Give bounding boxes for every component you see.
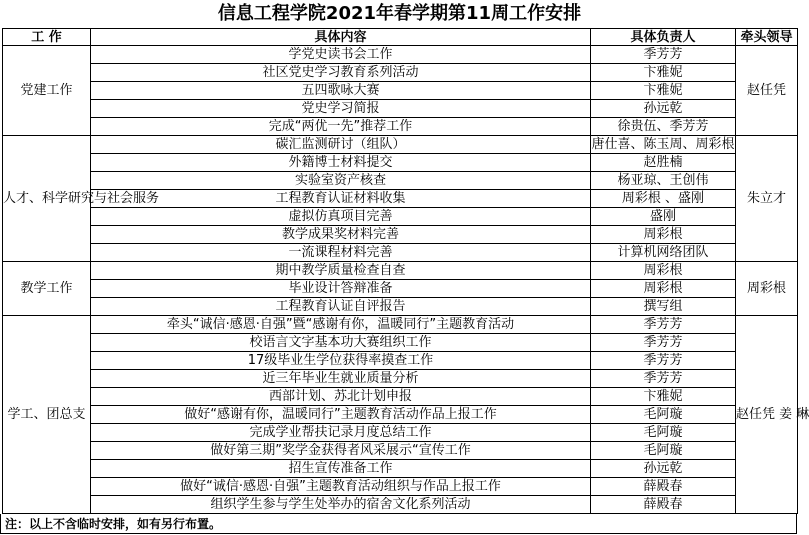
content-cell: 校语言文字基本功大赛组织工作: [91, 334, 591, 352]
content-cell: 17级毕业生学位获得率摸查工作: [91, 352, 591, 370]
person-cell: 盛刚: [591, 208, 736, 226]
table-row: [3, 64, 798, 82]
content-cell: 完成“两优一先”推荐工作: [91, 118, 591, 136]
content-cell: 工程教育认证自评报告: [91, 298, 591, 316]
content-cell: 近三年毕业生就业质量分析: [91, 370, 591, 388]
person-cell: 孙远乾: [591, 460, 736, 478]
table-row: [3, 100, 798, 118]
content-cell: 学党史读书会工作: [91, 46, 591, 64]
person-cell: 周彩根: [591, 280, 736, 298]
person-cell: 撰写组: [591, 298, 736, 316]
person-cell: 季芳芳: [591, 334, 736, 352]
dept-cell: 教学工作: [3, 262, 91, 316]
table-row: [3, 442, 798, 460]
table-row: [3, 82, 798, 100]
table-row: [3, 136, 798, 154]
table-row: [3, 280, 798, 298]
person-cell: 卞雅妮: [591, 64, 736, 82]
content-cell: 西部计划、苏北计划申报: [91, 388, 591, 406]
table-row: [3, 370, 798, 388]
content-cell: 做好第三期”奖学金获得者风采展示“宣传工作: [91, 442, 591, 460]
table-row: [3, 118, 798, 136]
person-cell: 孙远乾: [591, 100, 736, 118]
content-cell: 做好“感谢有你，温暖同行”主题教育活动作品上报工作: [91, 406, 591, 424]
person-cell: 杨亚琼、王创伟: [591, 172, 736, 190]
person-cell: 周彩根: [591, 226, 736, 244]
content-cell: 牵头“诚信·感恩·自强”暨“感谢有你，温暖同行”主题教育活动: [91, 316, 591, 334]
person-cell: 赵胜楠: [591, 154, 736, 172]
header-row: [3, 29, 798, 46]
lead-cell: 周彩根: [736, 262, 798, 316]
content-cell: 碳汇监测研讨（组队）: [91, 136, 591, 154]
person-cell: 毛阿璇: [591, 406, 736, 424]
table-row: [3, 496, 798, 514]
table-row: [3, 388, 798, 406]
content-cell: 党史学习简报: [91, 100, 591, 118]
table-row: [3, 244, 798, 262]
table-row: [3, 406, 798, 424]
page-title: 信息工程学院2021年春学期第11周工作安排: [217, 3, 582, 24]
table-row: [3, 172, 798, 190]
table-row: [3, 154, 798, 172]
content-cell: 完成学业帮扶记录月度总结工作: [91, 424, 591, 442]
content-cell: 做好“诚信·感恩·自强”主题教育活动组织与作品上报工作: [91, 478, 591, 496]
table-row: [3, 298, 798, 316]
lead-cell: 赵任凭: [736, 46, 798, 136]
person-cell: 薛殿春: [591, 496, 736, 514]
content-cell: 招生宣传准备工作: [91, 460, 591, 478]
schedule-body: [3, 46, 809, 514]
person-cell: 唐仕喜、陈玉周、周彩根: [591, 136, 735, 152]
table-row: [3, 316, 798, 334]
table-row: [3, 262, 798, 280]
person-cell: 徐贵伍、季芳芳: [591, 118, 736, 136]
table-row: [3, 226, 798, 244]
table-row: [3, 334, 798, 352]
header-dept: 工 作: [3, 29, 91, 46]
content-cell: 教学成果奖材料完善: [91, 226, 591, 244]
dept-cell: 人才、科学研究与社会服务: [3, 136, 91, 262]
person-cell: 薛殿春: [591, 478, 736, 496]
person-cell: 季芳芳: [591, 46, 736, 64]
content-cell: 毕业设计答辩准备: [91, 280, 591, 298]
header-content: 具体内容: [91, 29, 591, 46]
person-cell: 卞雅妮: [591, 388, 736, 406]
lead-cell: 朱立才: [736, 136, 798, 262]
table-row: [3, 424, 798, 442]
content-cell: 组织学生参与学生处举办的宿舍文化系列活动: [91, 496, 591, 514]
header-person: 具体负责人: [591, 29, 736, 46]
work-schedule-table: [2, 28, 809, 514]
person-cell: 季芳芳: [591, 316, 736, 334]
content-cell: 社区党史学习教育系列活动: [91, 64, 591, 82]
lead-cell: 赵任凭 姜 琳: [736, 316, 798, 514]
dept-cell: 学工、团总支: [3, 316, 91, 514]
table-row: [3, 352, 798, 370]
content-cell: 实验室资产核查: [91, 172, 591, 190]
table-row: [3, 478, 798, 496]
content-cell: 工程教育认证材料收集: [91, 190, 591, 208]
person-cell: 卞雅妮: [591, 82, 736, 100]
person-cell: 季芳芳: [591, 352, 736, 370]
content-cell: 一流课程材料完善: [91, 244, 591, 262]
person-cell: 季芳芳: [591, 370, 736, 388]
dept-cell: 党建工作: [3, 46, 91, 136]
content-cell: 五四歌咏大赛: [91, 82, 591, 100]
table-row: [3, 46, 798, 64]
header-lead: 牵头领导: [736, 29, 798, 46]
person-cell: 周彩根: [591, 262, 736, 280]
person-cell: 计算机网络团队: [591, 244, 736, 262]
content-cell: 虚拟仿真项目完善: [91, 208, 591, 226]
content-cell: 外籍博士材料提交: [91, 154, 591, 172]
table-row: [3, 208, 798, 226]
table-row: [3, 460, 798, 478]
footnote: 注：以上不含临时安排，如有另行布置。: [0, 514, 797, 534]
person-cell: 毛阿璇: [591, 424, 736, 442]
person-cell: 毛阿璇: [591, 442, 736, 460]
person-cell: 周彩根 、盛刚: [591, 190, 736, 208]
content-cell: 期中教学质量检查自查: [91, 262, 591, 280]
